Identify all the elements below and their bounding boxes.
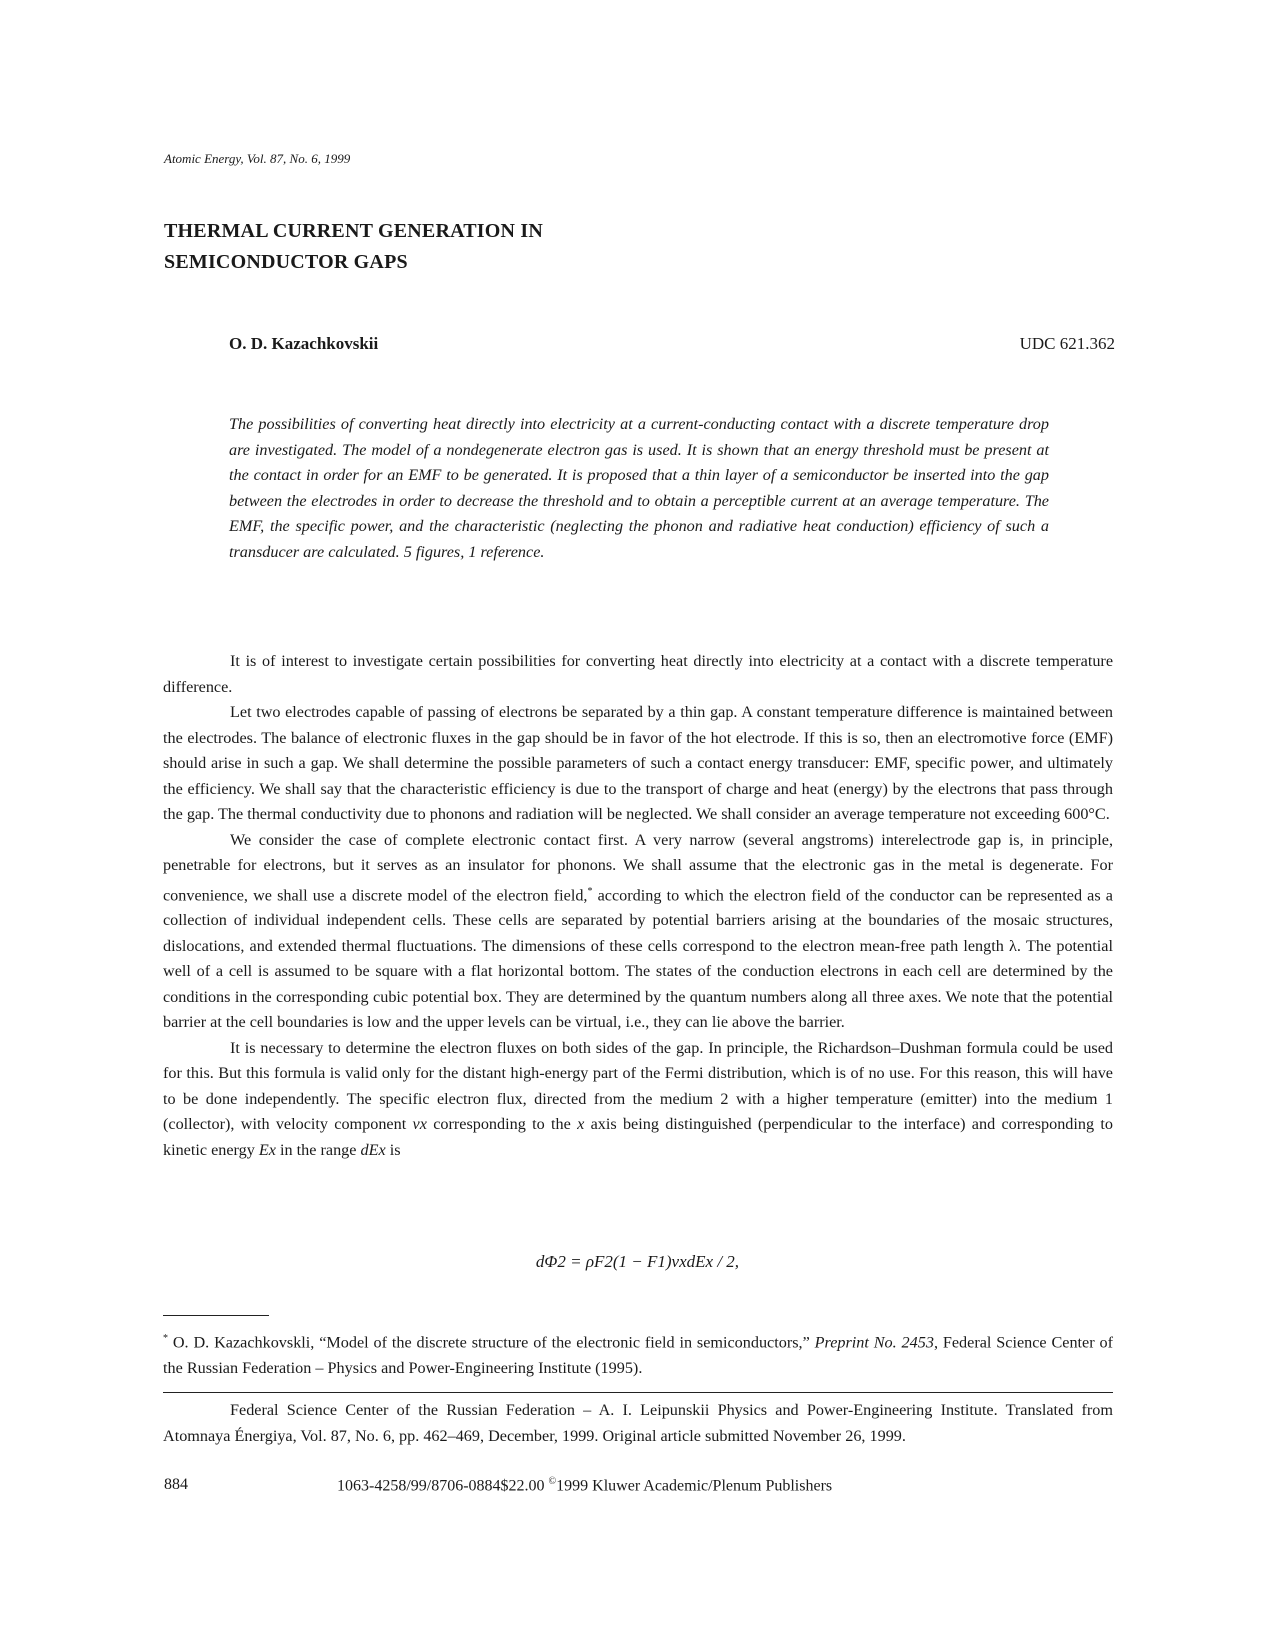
axis-symbol: x [577, 1115, 585, 1134]
footnote [163, 1326, 1113, 1381]
paragraph-3-text-b: according to which the electron field of the conductor can be represented as a collection of individual independent cells. These cells are separated by potential barriers arising at the boundaries of the mosaic structures, dislocations, and extended thermal fluctuations. The dimensions of these cells correspond to the electron mean-free path length λ. The potential well of a cell is assumed to be square with a flat horizontal bottom. The states of the conduction electrons in each cell are determined by the conditions in the corresponding cubic potential box. They are determined by the quantum numbers along all three axes. We note that the potential barrier at the cell boundaries is low and the upper levels can be virtual, i.e., they can lie above the barrier. [163, 885, 1113, 1032]
affiliation-divider [163, 1392, 1113, 1393]
paragraph-2: Let two electrodes capable of passing of electrons be separated by a thin gap. A constant temperature difference is maintained between the electrodes. The balance of electronic fluxes in the gap should be in favor of the hot electrode. If this is so, then an electromotive force (EMF) should arise in such a gap. We shall determine the possible parameters of such a contact energy transducer: EMF, specific power, and ultimately the efficiency. We shall say that the characteristic efficiency is due to the transport of charge and heat (energy) by the electrons that pass through the gap. The thermal conductivity due to phonons and radiation will be neglected. We shall consider an average temperature not exceeding 600°C. [163, 703, 1113, 823]
copyright-publisher: 1999 Kluwer Academic/Plenum Publishers [556, 1477, 833, 1495]
energy-range-symbol: dEx [360, 1140, 386, 1159]
copyright-line [337, 1476, 832, 1495]
paragraph-1: It is of interest to investigate certain possibilities for converting heat directly into electricity at a contact with a discrete temperature difference. [163, 652, 1113, 696]
copyright-code: 1063-4258/99/8706-0884$22.00 [337, 1477, 549, 1495]
equation-flux: dΦ2 = ρF2(1 − F1)vxdEx / 2, [535, 1252, 740, 1271]
paragraph-3-text-a: We consider the case of complete electronic contact first. A very narrow (several angstroms) interelectrode gap is, in principle, penetrable for electrons, but it serves as an insulator for phonons. We shall assume that the electronic gas in the metal is degenerate. For convenience, we shall use a discrete model of the electron field, [163, 830, 1113, 904]
affiliation: Federal Science Center of the Russian Federation – A. I. Leipunskii Physics and Power-Engineering Institute. Translated from Atomnaya Énergiya, Vol. 87, No. 6, pp. 462–469, December, 1999. Original article submitted November 26, 1999. [163, 1401, 1113, 1445]
journal-citation: Atomic Energy, Vol. 87, No. 6, 1999 [164, 151, 351, 166]
footnote-marker: * [587, 885, 593, 897]
abstract: The possibilities of converting heat directly into electricity at a current-conducting contact with a discrete temperature drop are investigated. The model of a nondegenerate electron gas is used. It is shown that an energy threshold must be present at the contact in order for an EMF to be generated. It is proposed that a thin layer of a semiconductor be inserted into the gap between the electrodes in order to decrease the threshold and to obtain a perceptible current at an average temperature. The EMF, the specific power, and the characteristic (neglecting the phonon and radiative heat conduction) efficiency of such a transducer are calculated. 5 figures, 1 reference. [229, 415, 1049, 561]
article-title [164, 216, 543, 278]
paragraph-3 [163, 828, 1113, 1036]
paragraph-4-text-c: axis being distinguished (perpendicular to the interface) and corresponding to kinetic energy [163, 1115, 1113, 1159]
footnote-divider [163, 1315, 269, 1316]
udc-code: UDC 621.362 [1019, 334, 1115, 353]
velocity-symbol: vx [412, 1115, 427, 1134]
body-text [163, 649, 1113, 1163]
title-line-1: THERMAL CURRENT GENERATION IN [164, 220, 544, 242]
paragraph-4-text-d: in the range [275, 1140, 361, 1159]
title-line-2: SEMICONDUCTOR GAPS [164, 251, 408, 273]
footnote-text-a: O. D. Kazachkovskli, “Model of the discrete structure of the electronic field in semiconductors,” [168, 1333, 815, 1352]
footnote-mark: * [163, 1333, 168, 1344]
copyright-symbol: © [548, 1476, 557, 1487]
paragraph-4 [163, 1036, 1113, 1164]
paragraph-4-text-e: is [385, 1140, 401, 1159]
energy-symbol: Ex [258, 1140, 276, 1159]
footnote-preprint: Preprint No. 2453 [814, 1333, 934, 1352]
paragraph-4-text-a: It is necessary to determine the electron fluxes on both sides of the gap. In principle, the Richardson–Dushman formula could be used for this. But this formula is valid only for the distant high-energy part of the Fermi distribution, which is of no use. For this reason, this will have to be done independently. The specific electron flux, directed from the medium 2 with a higher temperature (emitter) into the medium 1 (collector), with velocity component [163, 1038, 1113, 1134]
author-name: O. D. Kazachkovskii [229, 334, 379, 353]
page-number: 884 [164, 1476, 188, 1493]
footnote-text-c: , Federal Science Center of the Russian Federation – Physics and Power-Engineering Institute (1995). [163, 1333, 1113, 1378]
paragraph-4-text-b: corresponding to the [426, 1115, 578, 1134]
